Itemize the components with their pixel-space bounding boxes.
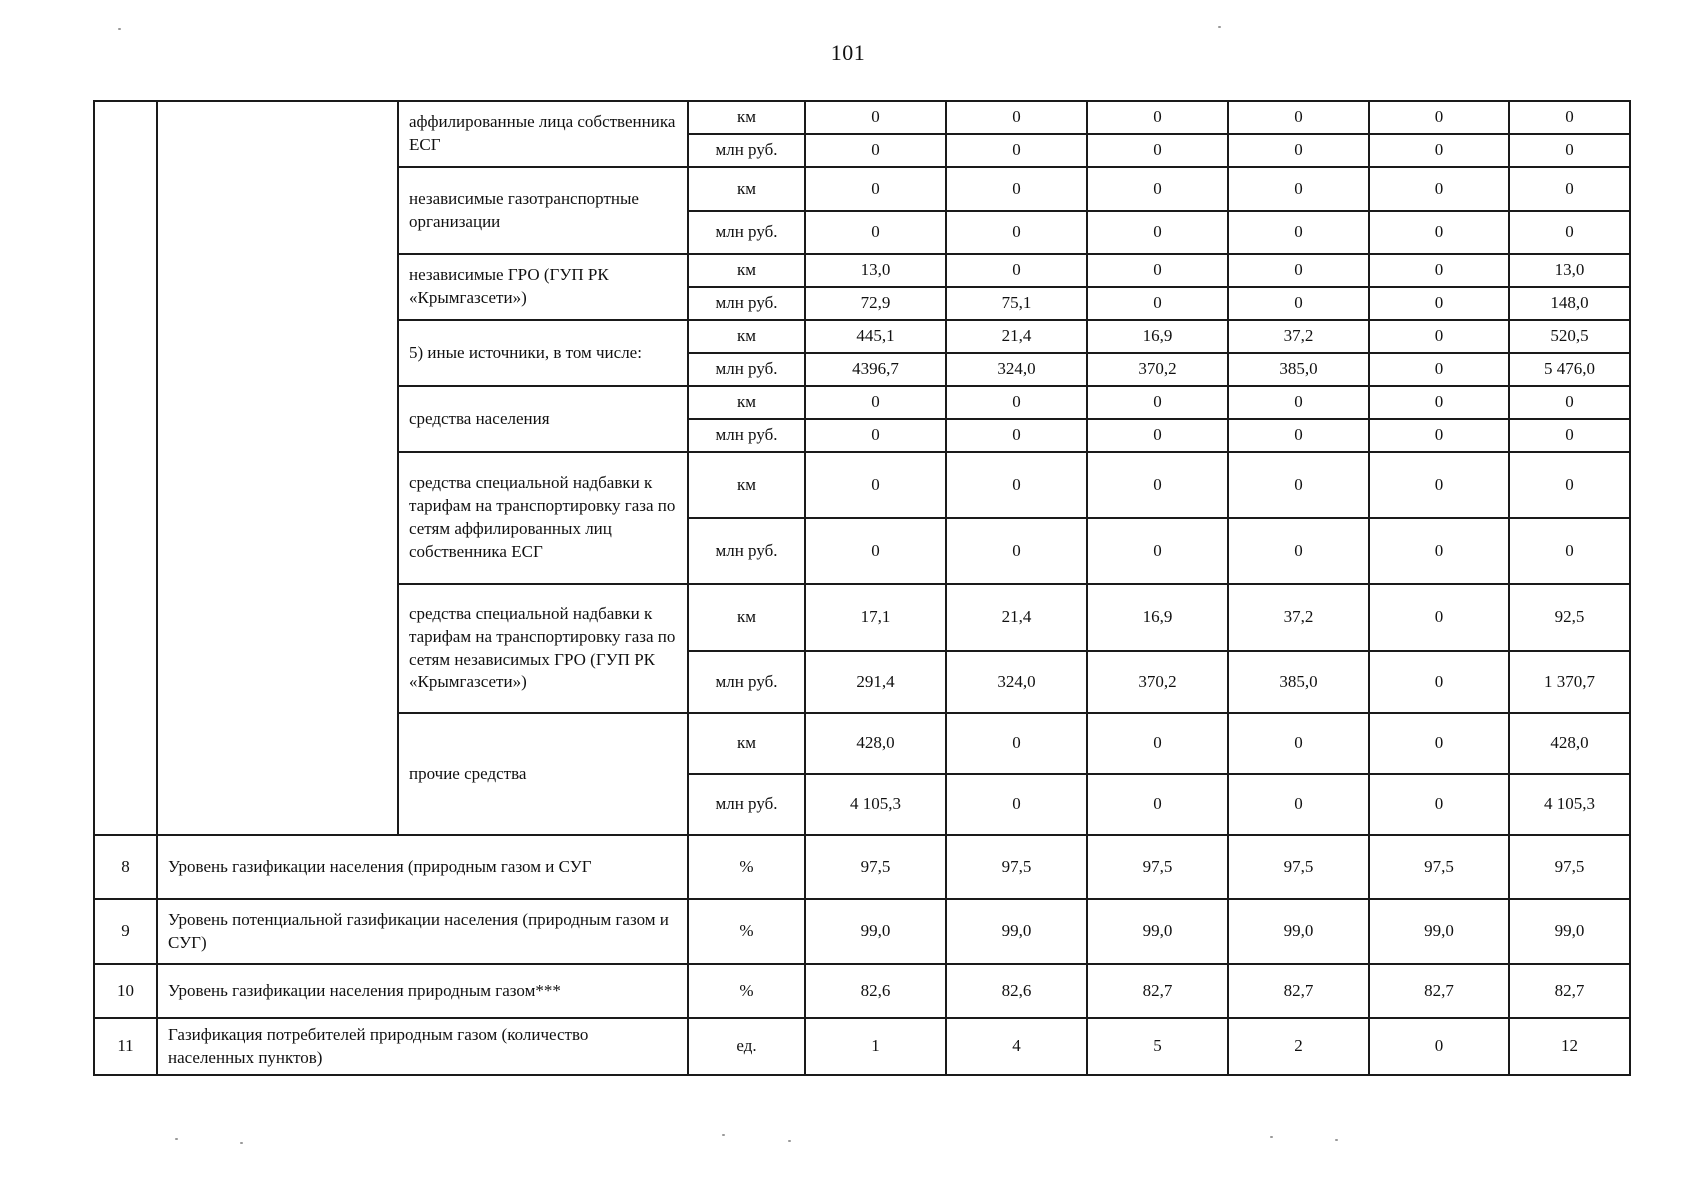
table-row — [94, 964, 1630, 1018]
unit-cell: км — [688, 101, 805, 134]
source-label: независимые ГРО (ГУП РК «Крымгазсети») — [398, 254, 688, 320]
source-label: средства населения — [398, 386, 688, 452]
value-cell: 82,7 — [1509, 964, 1630, 1018]
value-cell: 0 — [946, 101, 1087, 134]
value-cell: 428,0 — [805, 713, 946, 774]
value-cell: 0 — [946, 211, 1087, 254]
scan-speck — [240, 1142, 243, 1144]
value-cell: 97,5 — [946, 835, 1087, 899]
scan-speck — [118, 28, 121, 30]
value-cell: 99,0 — [1369, 899, 1509, 964]
value-cell: 37,2 — [1228, 320, 1369, 353]
value-cell: 0 — [1509, 211, 1630, 254]
indicator-name-cell — [157, 101, 398, 835]
value-cell: 99,0 — [1087, 899, 1228, 964]
value-cell: 0 — [946, 134, 1087, 167]
value-cell: 0 — [1369, 584, 1509, 651]
value-cell: 0 — [1087, 134, 1228, 167]
source-label: независимые газотранспортные организации — [398, 167, 688, 254]
value-cell: 4396,7 — [805, 353, 946, 386]
value-cell: 0 — [1228, 419, 1369, 452]
value-cell: 21,4 — [946, 320, 1087, 353]
unit-cell: % — [688, 964, 805, 1018]
indicator-label: Уровень газификации населения (природным газом и СУГ — [157, 835, 688, 899]
value-cell: 0 — [1369, 651, 1509, 713]
value-cell: 0 — [1228, 101, 1369, 134]
value-cell: 0 — [1087, 452, 1228, 518]
value-cell: 0 — [805, 386, 946, 419]
value-cell: 0 — [1369, 211, 1509, 254]
value-cell: 97,5 — [805, 835, 946, 899]
scan-speck — [1218, 26, 1221, 28]
value-cell: 0 — [1087, 287, 1228, 320]
value-cell: 82,6 — [805, 964, 946, 1018]
value-cell: 0 — [805, 211, 946, 254]
unit-cell: км — [688, 452, 805, 518]
value-cell: 5 476,0 — [1509, 353, 1630, 386]
gasification-table — [93, 100, 1631, 1076]
value-cell: 0 — [1369, 254, 1509, 287]
value-cell: 324,0 — [946, 651, 1087, 713]
value-cell: 0 — [1369, 774, 1509, 835]
value-cell: 0 — [946, 419, 1087, 452]
unit-cell: км — [688, 713, 805, 774]
value-cell: 520,5 — [1509, 320, 1630, 353]
unit-cell: млн руб. — [688, 134, 805, 167]
value-cell: 82,7 — [1087, 964, 1228, 1018]
value-cell: 0 — [1509, 101, 1630, 134]
value-cell: 385,0 — [1228, 353, 1369, 386]
unit-cell: млн руб. — [688, 419, 805, 452]
unit-cell: млн руб. — [688, 211, 805, 254]
value-cell: 13,0 — [805, 254, 946, 287]
value-cell: 13,0 — [1509, 254, 1630, 287]
value-cell: 291,4 — [805, 651, 946, 713]
source-label: средства специальной надбавки к тарифам на транспортировку газа по сетям аффилированных лиц собственника ЕСГ — [398, 452, 688, 584]
value-cell: 0 — [1509, 518, 1630, 584]
value-cell: 0 — [1228, 134, 1369, 167]
value-cell: 4 105,3 — [805, 774, 946, 835]
value-cell: 99,0 — [1228, 899, 1369, 964]
value-cell: 82,7 — [1369, 964, 1509, 1018]
value-cell: 1 — [805, 1018, 946, 1075]
table-row — [94, 899, 1630, 964]
value-cell: 99,0 — [1509, 899, 1630, 964]
value-cell: 92,5 — [1509, 584, 1630, 651]
unit-cell: % — [688, 899, 805, 964]
value-cell: 2 — [1228, 1018, 1369, 1075]
value-cell: 0 — [1369, 518, 1509, 584]
row-number-cell — [94, 101, 157, 835]
scan-speck — [1270, 1136, 1273, 1138]
value-cell: 75,1 — [946, 287, 1087, 320]
value-cell: 0 — [946, 774, 1087, 835]
value-cell: 0 — [1087, 713, 1228, 774]
value-cell: 82,7 — [1228, 964, 1369, 1018]
value-cell: 0 — [1369, 452, 1509, 518]
indicator-label: Уровень газификации населения природным газом*** — [157, 964, 688, 1018]
value-cell: 0 — [1087, 254, 1228, 287]
value-cell: 0 — [1228, 167, 1369, 211]
value-cell: 37,2 — [1228, 584, 1369, 651]
value-cell: 0 — [946, 713, 1087, 774]
value-cell: 0 — [1369, 419, 1509, 452]
value-cell: 21,4 — [946, 584, 1087, 651]
value-cell: 0 — [805, 518, 946, 584]
value-cell: 0 — [1369, 713, 1509, 774]
unit-cell: млн руб. — [688, 518, 805, 584]
scan-speck — [1335, 1139, 1338, 1141]
value-cell: 0 — [1369, 1018, 1509, 1075]
value-cell: 0 — [1228, 452, 1369, 518]
value-cell: 82,6 — [946, 964, 1087, 1018]
value-cell: 0 — [946, 254, 1087, 287]
value-cell: 370,2 — [1087, 651, 1228, 713]
value-cell: 5 — [1087, 1018, 1228, 1075]
indicator-label: Газификация потребителей природным газом (количество населенных пунктов) — [157, 1018, 688, 1075]
page-number: 101 — [830, 40, 866, 65]
value-cell: 385,0 — [1228, 651, 1369, 713]
value-cell: 0 — [1509, 134, 1630, 167]
value-cell: 0 — [1509, 386, 1630, 419]
value-cell: 0 — [1087, 419, 1228, 452]
value-cell: 99,0 — [946, 899, 1087, 964]
unit-cell: км — [688, 320, 805, 353]
row-number: 11 — [94, 1018, 157, 1075]
unit-cell: км — [688, 386, 805, 419]
row-number: 8 — [94, 835, 157, 899]
value-cell: 0 — [1369, 167, 1509, 211]
value-cell: 0 — [1369, 386, 1509, 419]
value-cell: 97,5 — [1509, 835, 1630, 899]
value-cell: 148,0 — [1509, 287, 1630, 320]
value-cell: 72,9 — [805, 287, 946, 320]
value-cell: 0 — [1369, 320, 1509, 353]
value-cell: 0 — [1369, 101, 1509, 134]
value-cell: 0 — [805, 419, 946, 452]
value-cell: 0 — [1228, 211, 1369, 254]
unit-cell: ед. — [688, 1018, 805, 1075]
unit-cell: млн руб. — [688, 774, 805, 835]
value-cell: 17,1 — [805, 584, 946, 651]
unit-cell: км — [688, 254, 805, 287]
value-cell: 0 — [946, 167, 1087, 211]
value-cell: 0 — [1509, 167, 1630, 211]
value-cell: 97,5 — [1087, 835, 1228, 899]
row-number: 10 — [94, 964, 157, 1018]
value-cell: 370,2 — [1087, 353, 1228, 386]
value-cell: 445,1 — [805, 320, 946, 353]
value-cell: 0 — [1509, 419, 1630, 452]
scan-speck — [788, 1140, 791, 1142]
value-cell: 0 — [805, 452, 946, 518]
value-cell: 0 — [946, 518, 1087, 584]
value-cell: 0 — [1228, 518, 1369, 584]
value-cell: 16,9 — [1087, 320, 1228, 353]
value-cell: 97,5 — [1369, 835, 1509, 899]
value-cell: 324,0 — [946, 353, 1087, 386]
value-cell: 0 — [946, 386, 1087, 419]
value-cell: 1 370,7 — [1509, 651, 1630, 713]
value-cell: 0 — [1087, 167, 1228, 211]
value-cell: 0 — [805, 167, 946, 211]
table-row — [94, 835, 1630, 899]
source-label: 5) иные источники, в том числе: — [398, 320, 688, 386]
value-cell: 0 — [1087, 774, 1228, 835]
scan-speck — [175, 1138, 178, 1140]
value-cell: 0 — [1087, 101, 1228, 134]
value-cell: 97,5 — [1228, 835, 1369, 899]
value-cell: 4 105,3 — [1509, 774, 1630, 835]
value-cell: 0 — [1369, 287, 1509, 320]
unit-cell: % — [688, 835, 805, 899]
indicator-label: Уровень потенциальной газификации населения (природным газом и СУГ) — [157, 899, 688, 964]
value-cell: 16,9 — [1087, 584, 1228, 651]
value-cell: 0 — [1228, 287, 1369, 320]
value-cell: 0 — [1087, 211, 1228, 254]
unit-cell: млн руб. — [688, 287, 805, 320]
table-row — [94, 1018, 1630, 1075]
value-cell: 428,0 — [1509, 713, 1630, 774]
value-cell: 0 — [1228, 254, 1369, 287]
value-cell: 99,0 — [805, 899, 946, 964]
table-row — [94, 101, 1630, 134]
value-cell: 0 — [805, 101, 946, 134]
value-cell: 0 — [1087, 518, 1228, 584]
value-cell: 0 — [1087, 386, 1228, 419]
unit-cell: млн руб. — [688, 651, 805, 713]
value-cell: 0 — [805, 134, 946, 167]
source-label: аффилированные лица собственника ЕСГ — [398, 101, 688, 167]
value-cell: 12 — [1509, 1018, 1630, 1075]
row-number: 9 — [94, 899, 157, 964]
value-cell: 4 — [946, 1018, 1087, 1075]
value-cell: 0 — [1369, 353, 1509, 386]
value-cell: 0 — [1369, 134, 1509, 167]
source-label: прочие средства — [398, 713, 688, 835]
table-body — [94, 101, 1630, 1075]
value-cell: 0 — [1509, 452, 1630, 518]
value-cell: 0 — [1228, 386, 1369, 419]
value-cell: 0 — [1228, 713, 1369, 774]
value-cell: 0 — [1228, 774, 1369, 835]
scan-speck — [722, 1134, 725, 1136]
unit-cell: км — [688, 584, 805, 651]
unit-cell: млн руб. — [688, 353, 805, 386]
unit-cell: км — [688, 167, 805, 211]
source-label: средства специальной надбавки к тарифам на транспортировку газа по сетям независимых ГРО (ГУП РК «Крымгазсети») — [398, 584, 688, 713]
value-cell: 0 — [946, 452, 1087, 518]
